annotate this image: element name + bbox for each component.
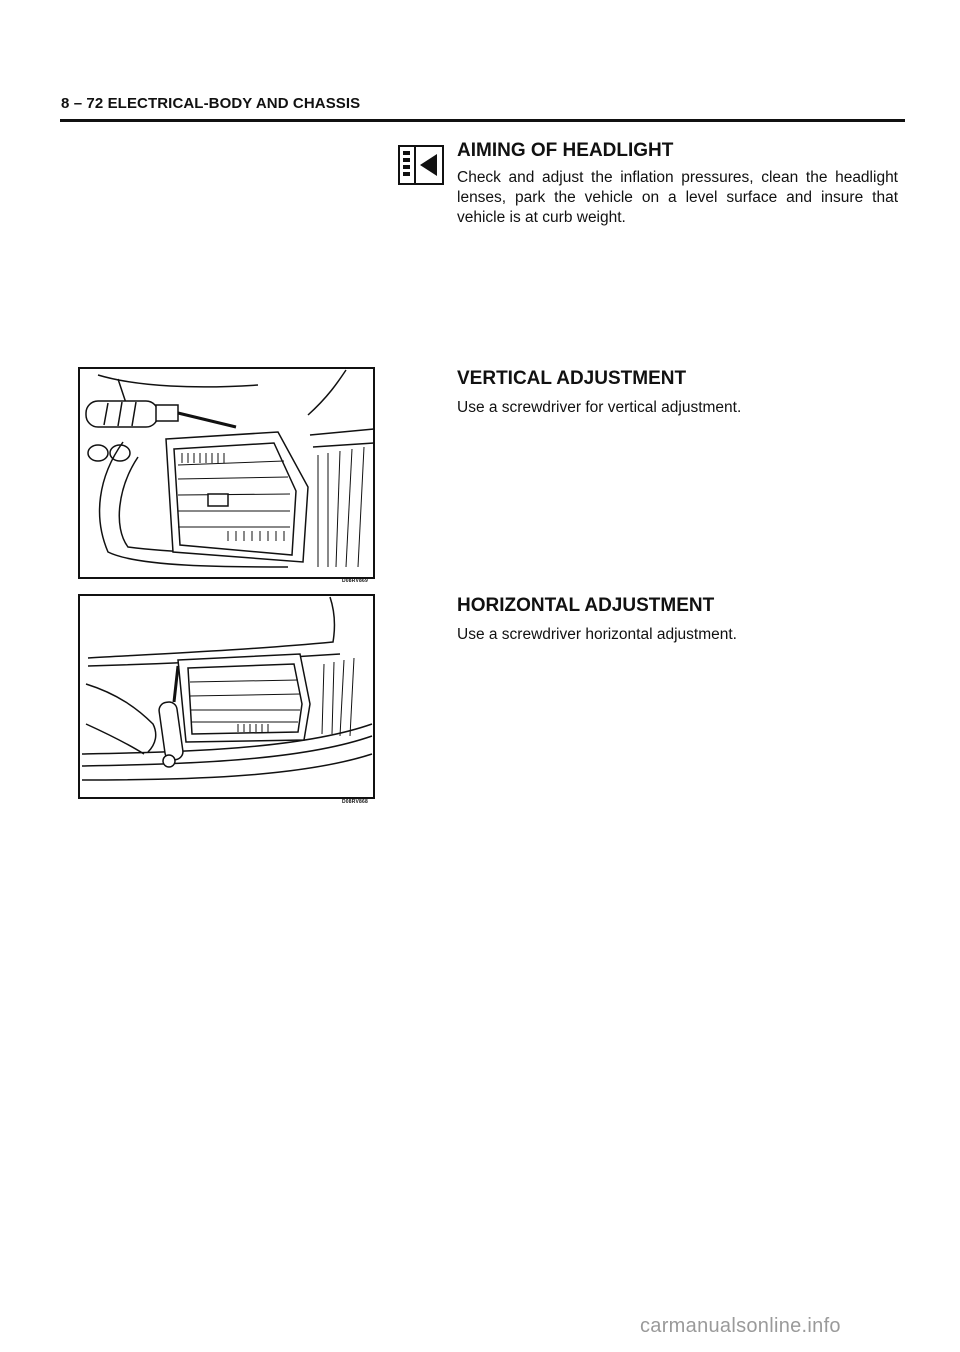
horizontal-paragraph: Use a screwdriver horizontal adjustment. xyxy=(457,626,737,643)
inspection-icon xyxy=(398,145,444,185)
vertical-paragraph: Use a screwdriver for vertical adjustment. xyxy=(457,399,742,416)
horizontal-heading: HORIZONTAL ADJUSTMENT xyxy=(457,595,715,616)
aiming-paragraph: Check and adjust the inflation pressures, clean the headlight lenses, park the vehicle on a level surface and insure that vehicle is at curb weight. xyxy=(457,169,898,226)
page-header-title: 8 – 72 ELECTRICAL-BODY AND CHASSIS xyxy=(61,95,361,112)
horizontal-adjustment-figure xyxy=(78,594,376,801)
watermark-footer: carmanualsonline.info xyxy=(640,1315,841,1337)
vertical-adjustment-figure xyxy=(78,367,376,580)
header-rule xyxy=(60,119,905,122)
vertical-heading: VERTICAL ADJUSTMENT xyxy=(457,368,687,389)
vertical-figure-code: D08RV869 xyxy=(342,578,368,584)
aiming-heading: AIMING OF HEADLIGHT xyxy=(457,140,674,161)
horizontal-figure-code: D08RV868 xyxy=(342,799,368,805)
